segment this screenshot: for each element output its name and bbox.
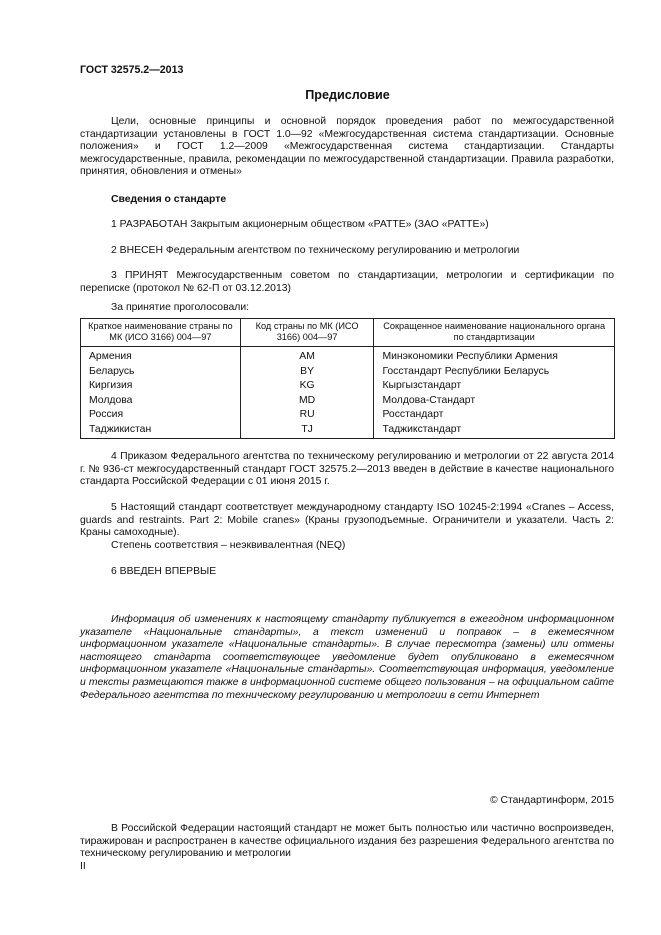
table-row (81, 379, 615, 394)
cell-body: Молдова-Стандарт (374, 394, 615, 409)
cell-code: BY (240, 365, 374, 380)
table-row (81, 347, 615, 365)
table-row (81, 365, 615, 380)
rights-statement: В Российской Федерации настоящий стандарт не может быть полностью или частично воспроизведен, тиражирован и распространен в качестве официального издания без разрешения Федерального агентства по техническому регулированию и метрологии (80, 823, 614, 860)
cell-body: Госстандарт Республики Беларусь (374, 365, 615, 380)
voting-table (80, 318, 615, 439)
table-row (81, 423, 615, 438)
document-code: ГОСТ 32575.2—2013 (80, 64, 184, 76)
cell-country: Россия (81, 408, 241, 423)
info-heading: Сведения о стандарте (111, 194, 227, 205)
cell-country: Армения (81, 347, 241, 365)
table-row (81, 408, 615, 423)
item-4-enacted: 4 Приказом Федерального агентства по техническому регулированию и метрологии от 22 августа 2014 г. № 936-ст межгосударственный стандарт ГОСТ 32575.2—2013 введен в действие в качестве национального стандарта Российской Федерации с 01 июня 2015 г. (80, 451, 614, 488)
item-5-degree: Степень соответствия – неэквивалентная (NEQ) (111, 540, 346, 551)
cell-country: Молдова (81, 394, 241, 409)
item-2-introduced: 2 ВНЕСЕН Федеральным агентством по техническому регулированию и метрологии (111, 245, 520, 256)
item-5-conformity: 5 Настоящий стандарт соответствует международному стандарту ISO 10245-2:1994 «Cranes – Access, guards and restraints. Part 2: Mobile cranes» (Краны грузоподъемные. Ограничители и указатели. Часть 2: Краны самоходные). (80, 502, 614, 539)
page-number: II (80, 861, 86, 872)
cell-body: Кыргызстандарт (374, 379, 615, 394)
cell-country: Киргизия (81, 379, 241, 394)
cell-code: KG (240, 379, 374, 394)
intro-paragraph: Цели, основные принципы и основной порядок проведения работ по межгосударственной стандартизации установлены в ГОСТ 1.0—92 «Межгосударственная система стандартизации. Основные положения» и ГОСТ 1.2—2009 «Межгосударственная система стандартизации. Стандарты межгосударственные, правила, рекомендации по межгосударственной стандартизации. Правила разработки, принятия, обновления и отмены» (80, 116, 614, 178)
table-header-row (81, 319, 615, 347)
cell-body: Таджикстандарт (374, 423, 615, 438)
cell-body: Минэкономики Республики Армения (374, 347, 615, 365)
cell-country: Беларусь (81, 365, 241, 380)
amendments-notice: Информация об изменениях к настоящему стандарту публикуется в ежегодном информационном указателе «Национальные стандарты», а текст изменений и поправок – в ежемесячном информационном указателе «Национальные стандарты». В случае пересмотра (замены) или отмены настоящего стандарта соответствующее уведомление будет опубликовано в ежемесячном информационном указателе «Национальные стандарты». Соответствующая информация, уведомление и тексты размещаются также в информационной системе общего пользования – на официальном сайте Федерального агентства по техническому регулированию и метрологии в сети Интернет (80, 614, 614, 701)
header-standards-body: Сокращенное наименование национального органа по стандартизации (374, 319, 615, 347)
header-country-code: Код страны по МК (ИСО 3166) 004—97 (240, 319, 374, 347)
copyright: © Стандартинформ, 2015 (489, 795, 614, 806)
cell-code: TJ (240, 423, 374, 438)
header-country-name: Краткое наименование страны по МК (ИСО 3166) 004—97 (81, 319, 241, 347)
cell-body: Росстандарт (374, 408, 615, 423)
item-6-first-introduced: 6 ВВЕДЕН ВПЕРВЫЕ (111, 566, 217, 577)
cell-country: Таджикистан (81, 423, 241, 438)
cell-code: RU (240, 408, 374, 423)
table-row (81, 394, 615, 409)
item-3-adopted: 3 ПРИНЯТ Межгосударственным советом по стандартизации, метрологии и сертификации по переписке (протокол № 62-П от 03.12.2013) (80, 270, 614, 294)
cell-code: AM (240, 347, 374, 365)
page-title: Предисловие (305, 88, 390, 102)
votes-label: За принятие проголосовали: (111, 302, 250, 313)
cell-code: MD (240, 394, 374, 409)
item-1-developed: 1 РАЗРАБОТАН Закрытым акционерным обществом «РАТТЕ» (ЗАО «РАТТЕ») (111, 219, 489, 230)
